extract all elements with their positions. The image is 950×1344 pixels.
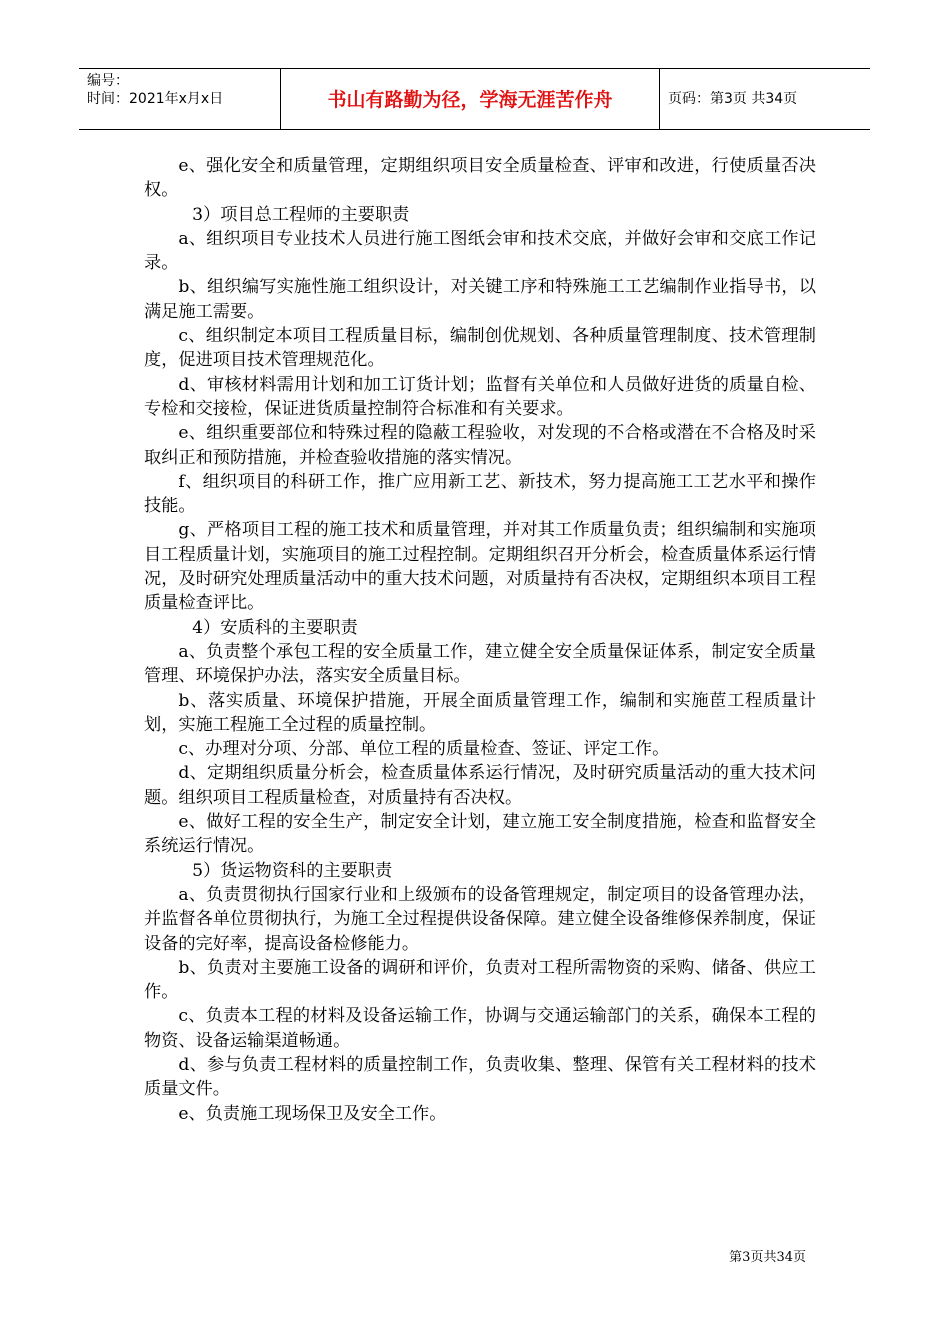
paragraph: b、组织编写实施性施工组织设计，对关键工序和特殊施工工艺编制作业指导书，以满足施工需要。: [144, 277, 816, 322]
paragraph: e、做好工程的安全生产，制定安全计划，建立施工安全制度措施，检查和监督安全系统运行情况。: [144, 812, 816, 857]
document-number-label: 编号：: [87, 73, 129, 89]
paragraph: b、落实质量、环境保护措施，开展全面质量管理工作，编制和实施茞工程质量计划，实施工程施工全过程的质量控制。: [144, 690, 816, 735]
paragraph: c、办理对分项、分部、单位工程的质量检查、签证、评定工作。: [178, 739, 670, 760]
paragraph: d、定期组织质量分析会，检查质量体系运行情况，及时研究质量活动的重大技术问题。组织项目工程质量检查，对质量持有否决权。: [144, 763, 816, 808]
paragraph: g、严格项目工程的施工技术和质量管理，并对其工作质量负责；组织编制和实施项目工程质量计划，实施项目的施工过程控制。定期组织召开分析会，检查质量体系运行情况，及时研究处理质量活动中的重大技术问题，对质量持有否决权，定期组织本项目工程质量检查评比。: [144, 520, 816, 614]
paragraph: d、参与负责工程材料的质量控制工作，负责收集、整理、保管有关工程材料的技术质量文件。: [144, 1054, 816, 1100]
section-heading: 5）货运物资科的主要职责: [192, 860, 393, 881]
paragraph: c、组织制定本项目工程质量目标，编制创优规划、各种质量管理制度、技术管理制度，促进项目技术管理规范化。: [144, 326, 816, 371]
header-page-cell: [660, 69, 870, 129]
header-page-code: 页码：第3页 共34页: [668, 91, 798, 107]
paragraph: e、组织重要部位和特殊过程的隐蔽工程验收，对发现的不合格或潜在不合格及时采取纠正和预防措施，并检查验收措施的落实情况。: [144, 423, 816, 468]
paragraph: c、负责本工程的材料及设备运输工作，协调与交通运输部门的关系，确保本工程的物资、设备运输渠道畅通。: [144, 1006, 816, 1051]
paragraph: d、审核材料需用计划和加工订货计划；监督有关单位和人员做好进货的质量自检、专检和交接检，保证进货质量控制符合标准和有关要求。: [144, 374, 816, 419]
page-header: [79, 68, 870, 130]
paragraph: f、组织项目的科研工作，推广应用新工艺、新技术，努力提高施工工艺水平和操作技能。: [144, 471, 816, 517]
document-date: 时间：2021年x月x日: [87, 91, 224, 107]
paragraph: a、负责贯彻执行国家行业和上级颁布的设备管理规定，制定项目的设备管理办法，并监督各单位贯彻执行，为施工全过程提供设备保障。建立健全设备维修保养制度，保证设备的完好率，提高设备检修能力。: [144, 884, 816, 954]
paragraph: b、负责对主要施工设备的调研和评价，负责对工程所需物资的采购、储备、供应工作。: [144, 957, 816, 1003]
paragraph: a、负责整个承包工程的安全质量工作，建立健全安全质量保证体系，制定安全质量管理、环境保护办法，落实安全质量目标。: [144, 641, 816, 687]
section-heading: 4）安质科的主要职责: [192, 617, 358, 638]
document-body: [144, 154, 816, 1126]
paragraph: a、组织项目专业技术人员进行施工图纸会审和技术交底，并做好会审和交底工作记录。: [144, 228, 816, 274]
page-footer: 第3页共34页: [729, 1250, 806, 1265]
header-info-cell: [79, 69, 281, 129]
header-motto-cell: [281, 69, 660, 129]
paragraph: e、负责施工现场保卫及安全工作。: [178, 1103, 447, 1124]
header-motto: 书山有路勤为径，学海无涯苦作舟: [327, 89, 613, 111]
paragraph: e、强化安全和质量管理，定期组织项目安全质量检查、评审和改进，行使质量否决权。: [144, 156, 816, 201]
section-heading: 3）项目总工程师的主要职责: [192, 204, 410, 225]
